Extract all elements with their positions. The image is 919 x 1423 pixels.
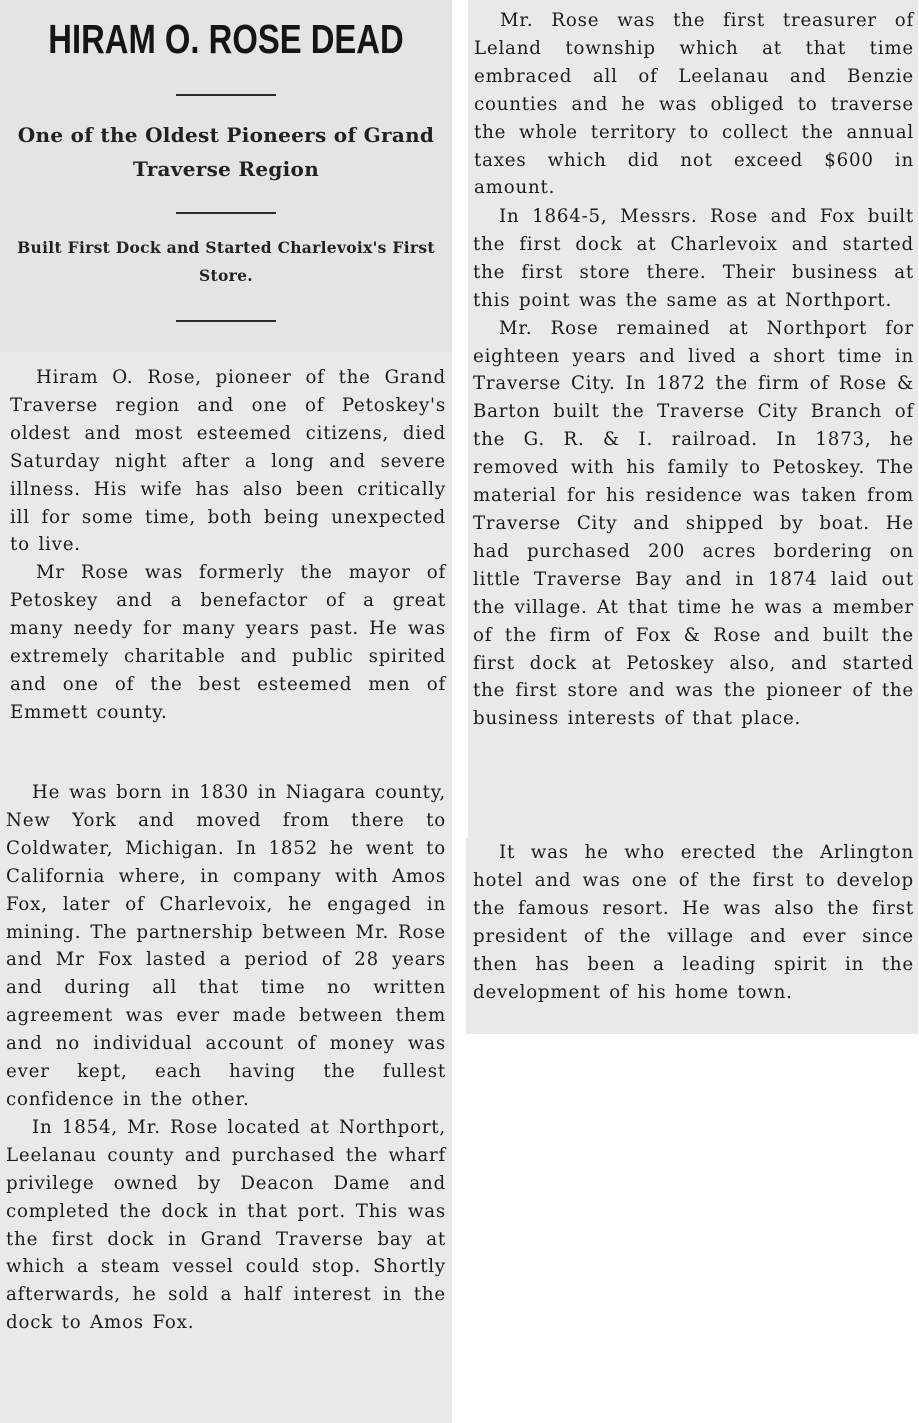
article-column-right-middle bbox=[468, 202, 918, 838]
article-column-left-top bbox=[0, 352, 452, 776]
article-paragraph: It was he who erected the Arlington hotel and was one of the first to develop the famous resort. He was also the first president of the village and ever since then has been a leading spirit in the development of his home town. bbox=[473, 842, 914, 1003]
article-column-right-bottom bbox=[466, 838, 918, 1034]
headline-subtitle: One of the Oldest Pioneers of Grand Traverse Region bbox=[17, 123, 435, 181]
headline-title: HIRAM O. ROSE DEAD bbox=[48, 16, 404, 62]
article-paragraph: Mr. Rose was the first treasurer of Leland township which at that time embraced all of Leelanau and Benzie counties and he was obliged to traverse the whole territory to collect the annual taxes which did not exceed $600 in amount. bbox=[474, 10, 914, 199]
article-paragraph: Mr Rose was formerly the mayor of Petoskey and a benefactor of a great many needy for many years past. He was extremely charitable and public spirited and one of the best esteemed men of Emmett county. bbox=[10, 562, 446, 723]
article-column-right-top bbox=[468, 0, 918, 202]
article-paragraph: In 1854, Mr. Rose located at Northport, Leelanau county and purchased the wharf privilege owned by Deacon Dame and completed the dock in that port. This was the first dock in Grand Traverse bay at which a steam vessel could stop. Shortly afterwards, he sold a half interest in the dock to Amos Fox. bbox=[6, 1116, 446, 1334]
divider-rule bbox=[176, 212, 276, 214]
article-paragraph: Mr. Rose remained at Northport for eighteen years and lived a short time in Traverse City. In 1872 the firm of Rose & Barton built the Traverse City Branch of the G. R. & I. railroad. In 1873, he removed with his family to Petoskey. The material for his residence was taken from Traverse City and shipped by boat. He had purchased 200 acres bordering on little Traverse Bay and in 1874 laid out the village. At that time he was a member of the firm of Fox & Rose and built the first dock at Petoskey also, and started the first store and was the pioneer of the business interests of that place. bbox=[473, 317, 914, 730]
article-column-left-bottom bbox=[0, 776, 452, 1423]
headline-block bbox=[0, 0, 452, 352]
article-paragraph: In 1864-5, Messrs. Rose and Fox built the first dock at Charlevoix and started the first store there. Their business at this point was the same as at Northport. bbox=[473, 206, 914, 311]
divider-rule bbox=[176, 94, 276, 96]
article-paragraph: Hiram O. Rose, pioneer of the Grand Traverse region and one of Petoskey's oldest and most esteemed citizens, died Saturday night after a long and severe illness. His wife has also been critically ill for some time, both being unexpected to live. bbox=[10, 367, 446, 556]
divider-rule bbox=[176, 320, 276, 322]
headline-deck: Built First Dock and Started Charlevoix's First Store. bbox=[17, 238, 435, 285]
article-paragraph: He was born in 1830 in Niagara county, New York and moved from there to Coldwater, Michigan. In 1852 he went to California where, in company with Amos Fox, later of Charlevoix, he engaged in mining. The partnership between Mr. Rose and Mr Fox lasted a period of 28 years and during all that time no written agreement was ever made between them and no individual account of money was ever kept, each having the fullest confidence in the other. bbox=[6, 782, 446, 1110]
